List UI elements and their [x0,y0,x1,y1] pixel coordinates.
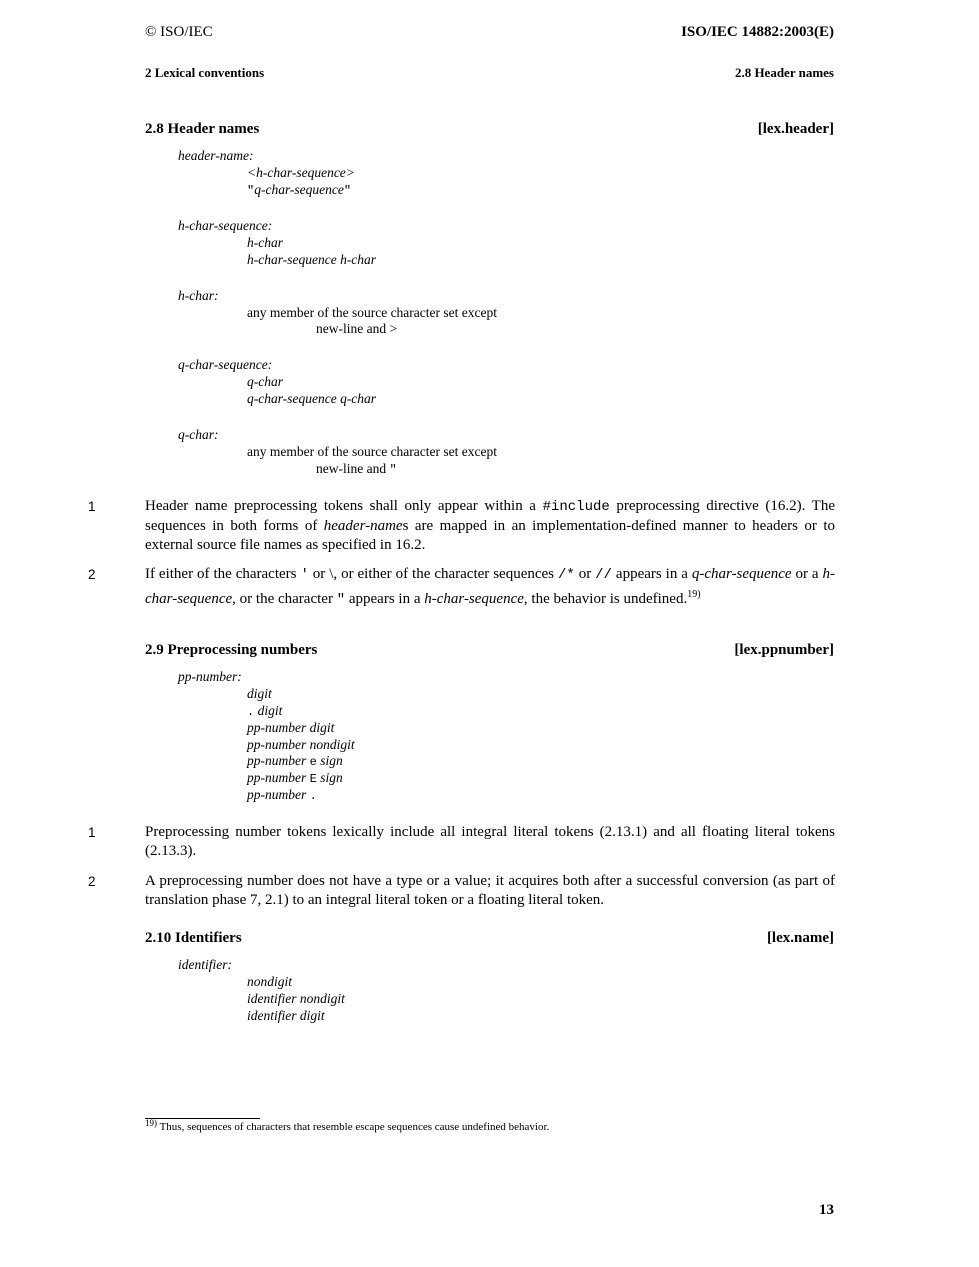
section-title: 2.9 Preprocessing numbers [145,642,318,658]
grammar-alternative: digit [247,686,272,701]
paragraph-number: 2 [88,567,96,582]
section-title: 2.8 Header names [145,121,260,137]
paragraph-number: 1 [88,499,96,514]
section-2-8-heading [145,121,834,138]
grammar-alternative: <h-char-sequence> [247,165,355,180]
grammar-text: new-line and " [316,461,397,477]
header-standard-id: ISO/IEC 14882:2003(E) [681,24,834,40]
grammar-nonterminal: pp-number: [178,669,242,684]
grammar-alternative: identifier digit [247,1008,325,1023]
grammar-alternative: q-char-sequence q-char [247,391,377,406]
grammar-alternative: h-char [247,235,283,250]
grammar-text: any member of the source character set except [247,444,497,459]
header-copyright: © ISO/IEC [145,24,213,40]
section-title: 2.10 Identifiers [145,930,242,946]
grammar-alternative: q-char [247,374,283,389]
grammar-alternative: . digit [247,703,283,719]
section-2-10-heading [145,930,834,947]
grammar-nonterminal: h-char: [178,288,219,303]
page-number: 13 [819,1202,834,1218]
header-chapter: 2 Lexical conventions [145,65,265,80]
footnote-ref: 19) [687,589,701,601]
grammar-nonterminal: header-name: [178,148,254,163]
grammar-alternative: "q-char-sequence" [247,182,352,198]
header-section: 2.8 Header names [734,65,834,80]
paragraph-number: 1 [88,825,96,840]
section-tag: [lex.ppnumber] [734,642,834,658]
paragraph: Preprocessing number tokens lexically include all integral literal tokens (2.13.1) and all floating literal tokens (2.13.3). [145,824,835,860]
section-tag: [lex.header] [757,121,834,137]
footnote: $^{19)}$ Thus, sequences of characters that resemble escape sequences cause undefined behavior. [145,1118,550,1133]
paragraph: If either of the characters ' or \, or either of the character sequences /* or // appears in a q-char-sequence or a h-char-sequence, or the character " appears in a h-char-sequence, the behavior is undefined.$^{19)}$ [145,566,836,609]
grammar-alternative: pp-number E sign [247,770,343,786]
grammar-nonterminal: q-char: [178,427,219,442]
grammar-alternative: pp-number e sign [247,753,343,769]
grammar-nonterminal: identifier: [178,957,232,972]
section-2-9-heading [145,642,834,659]
grammar-nonterminal: h-char-sequence: [178,218,273,233]
grammar-alternative: pp-number digit [247,720,335,735]
grammar-alternative: h-char-sequence h-char [247,252,377,267]
grammar-alternative: pp-number . [247,787,317,803]
grammar-alternative: pp-number nondigit [247,737,355,752]
grammar-text: any member of the source character set except [247,305,497,320]
section-tag: [lex.name] [766,930,834,946]
grammar-alternative: identifier nondigit [247,991,345,1006]
paragraph-number: 2 [88,874,96,889]
grammar-alternative: nondigit [247,974,293,989]
paragraph: Header name preprocessing tokens shall only appear within a #include preprocessing directive (16.2). The sequences in both forms of header-names are mapped in an implementation-defined manner to headers or to external source file names as specified in 16.2. [145,498,835,554]
grammar-text: new-line and > [316,321,398,336]
paragraph: A preprocessing number does not have a type or a value; it acquires both after a successful conversion (as part of translation phase 7, 2.1) to an integral literal token or a floating literal token. [145,873,835,909]
grammar-nonterminal: q-char-sequence: [178,357,273,372]
